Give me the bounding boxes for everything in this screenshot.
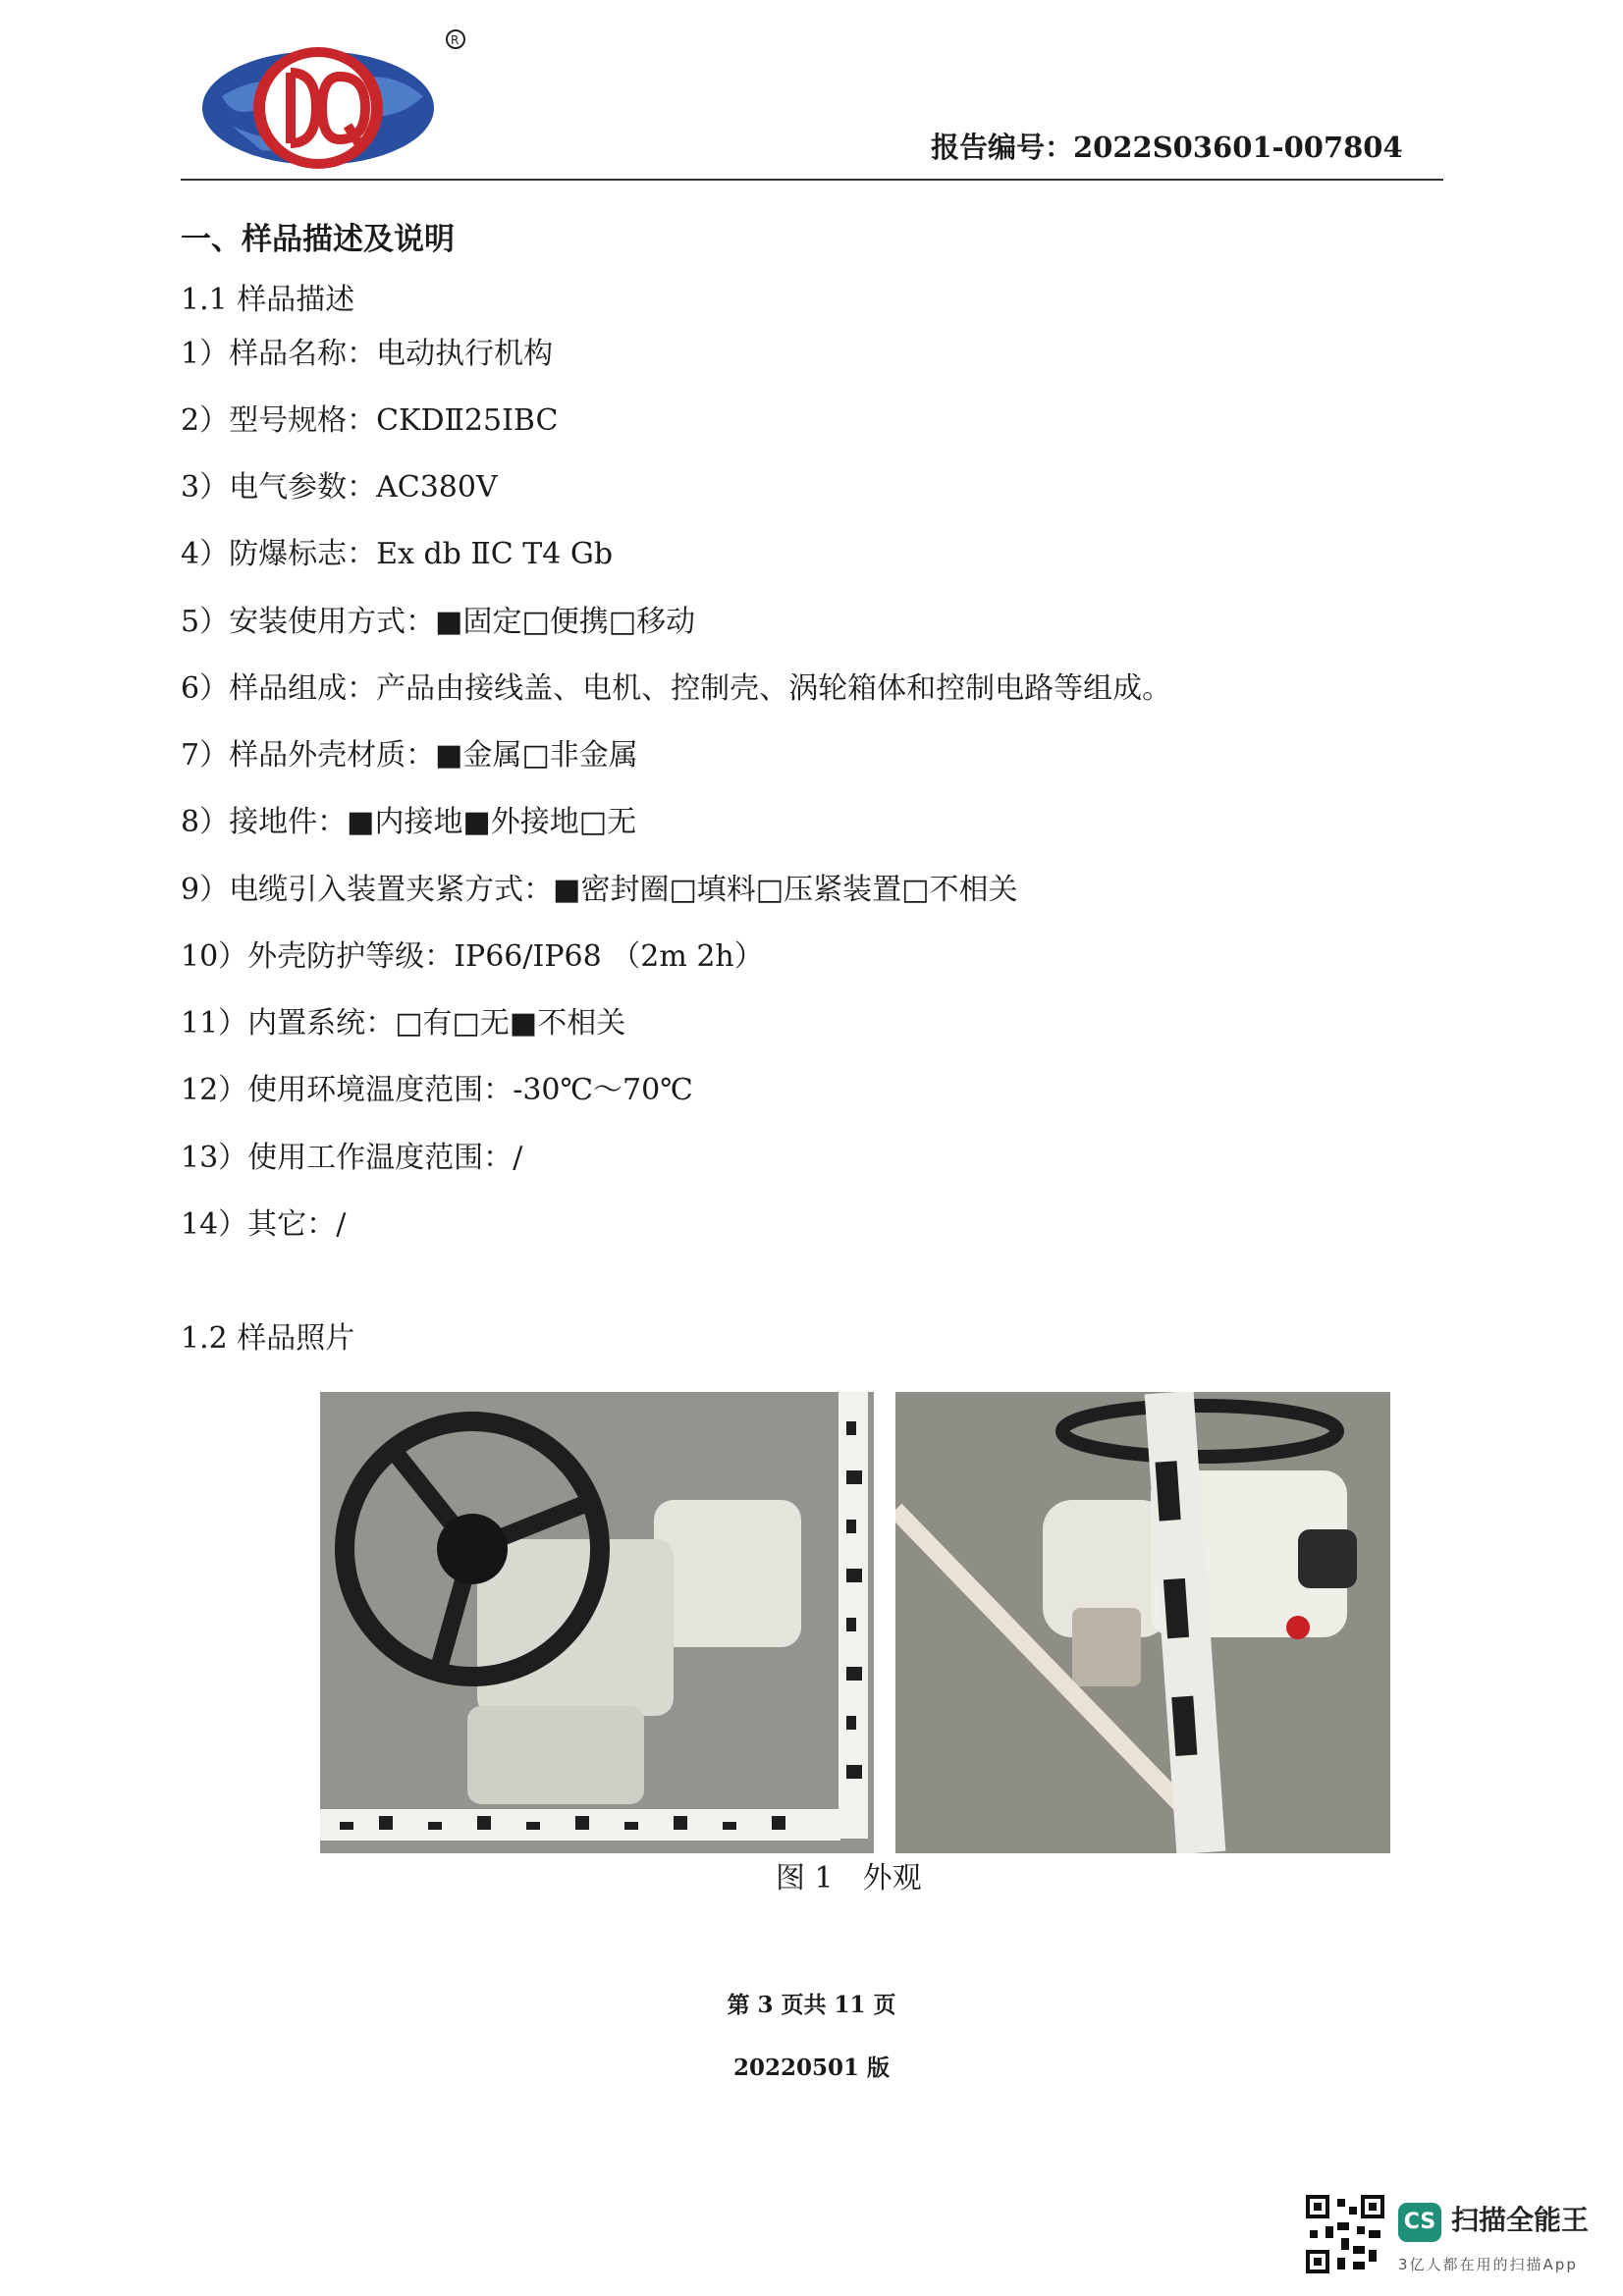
item-label: 6）样品组成：	[181, 671, 377, 706]
item-enclosure-material	[181, 736, 638, 775]
scanner-app-name: 扫描全能王	[1451, 2204, 1590, 2236]
item-label: 3）电气参数：	[181, 470, 377, 505]
item-label: 1）样品名称：	[181, 337, 377, 371]
item-grounding	[181, 803, 636, 842]
item-value: /	[336, 1207, 347, 1242]
page-number: 第 3 页共 11 页	[727, 1992, 896, 2018]
svg-text:R: R	[451, 33, 460, 47]
header-divider	[181, 179, 1443, 181]
item-ex-marking	[181, 535, 613, 574]
item-label: 5）安装使用方式：	[181, 605, 436, 639]
item-value: CKDⅡ25ⅠBC	[376, 403, 559, 438]
sample-description-heading: 1.1 样品描述	[181, 283, 355, 317]
item-label: 14）其它：	[181, 1207, 337, 1242]
item-value: ■内接地■外接地□无	[347, 805, 637, 839]
item-value: 产品由接线盖、电机、控制壳、涡轮箱体和控制电路等组成。	[376, 671, 1172, 706]
item-label: 4）防爆标志：	[181, 537, 377, 571]
item-label: 12）使用环境温度范围：	[181, 1073, 514, 1107]
item-ambient-temp	[181, 1071, 693, 1110]
item-label: 11）内置系统：	[181, 1006, 396, 1041]
item-label: 8）接地件：	[181, 805, 348, 839]
item-label: 7）样品外壳材质：	[181, 738, 436, 773]
item-value: Ex db ⅡC T4 Gb	[376, 537, 614, 571]
item-working-temp	[181, 1139, 522, 1178]
item-sample-name	[181, 335, 553, 374]
item-value: IP66/IP68 （2m 2h）	[454, 939, 764, 974]
item-built-in-system	[181, 1004, 625, 1043]
company-logo	[192, 27, 472, 175]
item-value: -30℃～70℃	[513, 1073, 693, 1107]
sample-photo-side	[895, 1392, 1390, 1853]
item-value: ■金属□非金属	[435, 738, 638, 773]
item-value: □有□无■不相关	[395, 1006, 626, 1041]
item-label: 13）使用工作温度范围：	[181, 1141, 514, 1175]
item-label: 9）电缆引入装置夹紧方式：	[181, 873, 554, 907]
item-composition	[181, 669, 1171, 709]
figure-caption: 图 1 外观	[776, 1861, 922, 1896]
qr-code-icon	[1306, 2195, 1384, 2273]
version-label: 20220501 版	[732, 2055, 891, 2081]
item-value: ■固定□便携□移动	[435, 605, 696, 639]
report-number: 报告编号：2022S03601-007804	[931, 131, 1403, 164]
item-value: ■密封圈□填料□压紧装置□不相关	[553, 873, 1018, 907]
sample-photo-heading: 1.2 样品照片	[181, 1321, 355, 1356]
item-value: 电动执行机构	[376, 337, 554, 371]
scanner-tagline: 3亿人都在用的扫描App	[1398, 2256, 1578, 2273]
scanner-logo-icon: CS	[1398, 2203, 1441, 2242]
item-other	[181, 1205, 346, 1245]
section-title: 一、样品描述及说明	[181, 222, 455, 257]
sample-photo-handwheel	[320, 1392, 874, 1853]
item-ip-rating	[181, 937, 764, 977]
item-installation	[181, 603, 695, 642]
item-electrical	[181, 468, 498, 507]
item-cable-entry	[181, 871, 1017, 910]
item-model	[181, 401, 558, 441]
item-value: AC380V	[376, 470, 498, 505]
item-value: /	[513, 1141, 523, 1175]
item-label: 10）外壳防护等级：	[181, 939, 455, 974]
item-label: 2）型号规格：	[181, 403, 377, 438]
